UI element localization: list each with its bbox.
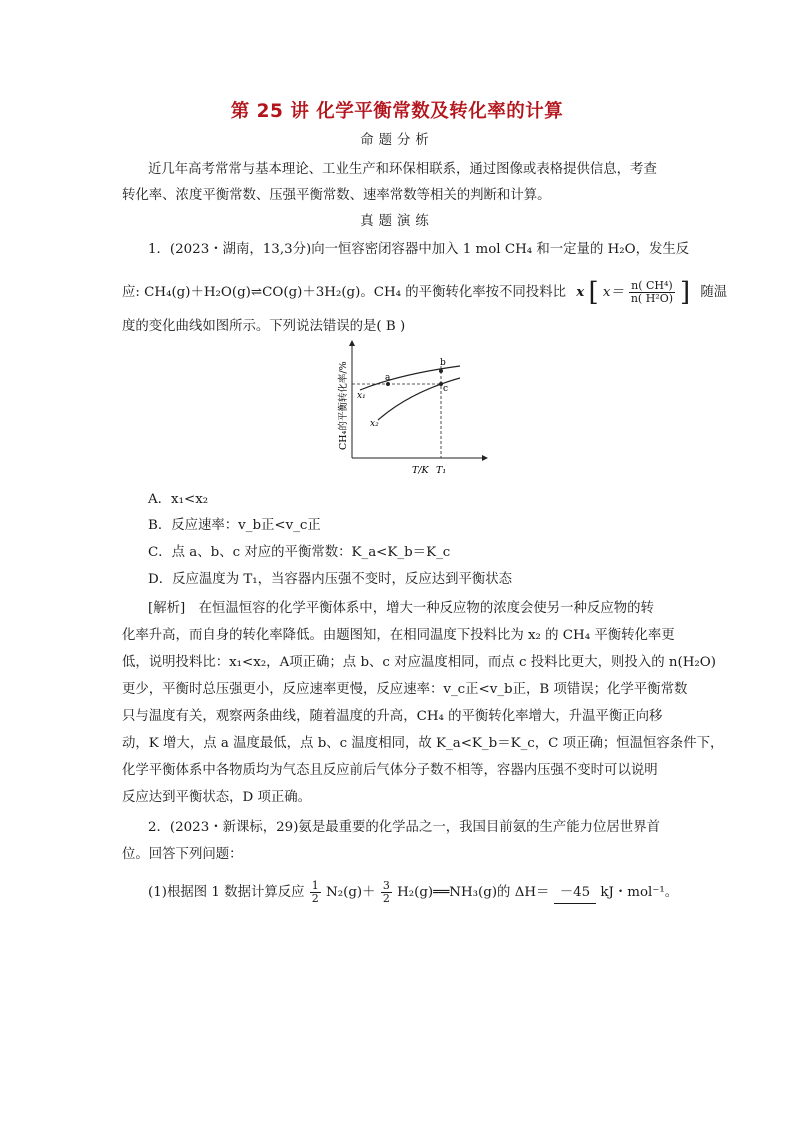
option-d: D．反应温度为 T₁，当容器内压强不变时，反应达到平衡状态 [148, 572, 513, 587]
analysis-line-3: 低，说明投料比：x₁<x₂，A项正确；点 b、c 对应温度相同，而点 c 投料比更大，则投入的 n(H₂O) [122, 655, 716, 670]
point-b [439, 369, 443, 373]
intro-line-1: 近几年高考常常与基本理论、工业生产和环保相联系，通过图像或表格提供信息，考查 [148, 162, 657, 177]
y-axis-label: CH₄的平衡转化率/% [338, 361, 349, 450]
analysis-line-8: 反应达到平衡状态，D 项正确。 [122, 790, 312, 805]
fraction-three-halves [381, 880, 392, 905]
option-c: C．点 a、b、c 对应的平衡常数：K_a<K_b＝K_c [148, 545, 451, 560]
ratio-fraction [629, 280, 675, 305]
fraction-three-halves-den: 2 [382, 892, 390, 905]
q2-part-1-mid2: H₂(g)══NH₃(g)的 ΔH＝ [397, 885, 550, 900]
option-b: B．反应速率：v_b正<v_c正 [148, 518, 321, 533]
answer-blank: －45 [554, 883, 596, 904]
q2-part-1 [148, 880, 678, 905]
section-heading-analysis: 命题分析 [360, 133, 434, 148]
point-a-label: a [385, 373, 391, 383]
t1-label: T₁ [436, 465, 447, 476]
analysis-line-2: 化率升高，而自身的转化率降低。由题图知，在相同温度下投料比为 x₂ 的 CH₄ 平衡转化率更 [122, 628, 675, 643]
x-axis-label: T/K [412, 465, 429, 476]
q1-line-2-text: 应: CH₄(g)＋H₂O(g)⇌CO(g)＋3H₂(g)。CH₄ 的平衡转化率按不同投料比 [122, 285, 566, 300]
analysis-line-1: [解析] 在恒温恒容的化学平衡体系中，增大一种反应物的浓度会使另一种反应物的转 [148, 601, 654, 616]
section-heading-practice: 真题演练 [360, 214, 434, 229]
analysis-line-5: 只与温度有关，观察两条曲线，随着温度的升高，CH₄ 的平衡转化率增大，升温平衡正向移 [122, 709, 663, 724]
ratio-block [570, 277, 696, 308]
answer-unit: kJ・mol⁻¹。 [600, 885, 679, 900]
analysis-line-4: 更少，平衡时总压强更小，反应速率更慢，反应速率：v_c正<v_b正，B 项错误；化学平衡常数 [122, 682, 688, 697]
ratio-x: x [576, 284, 585, 300]
point-c-label: c [443, 384, 449, 394]
q2-part-1-mid1: N₂(g)＋ [326, 885, 376, 900]
q2-line-2: 位。回答下列问题： [122, 847, 243, 862]
intro-line-2: 转化率、浓度平衡常数、压强平衡常数、速率常数等相关的判断和计算。 [122, 188, 551, 203]
fraction-half-den: 2 [311, 892, 319, 905]
curve-x2-label: x₂ [370, 419, 379, 429]
ratio-numerator: n( CH⁴) [631, 279, 673, 292]
point-b-label: b [440, 358, 446, 368]
q1-line-2-end: 随温 [700, 285, 728, 300]
analysis-line-6: 动，K 增大，点 a 温度最低，点 b、c 温度相同，故 K_a<K_b＝K_c，C 项正确；恒温恒容条件下， [122, 736, 724, 751]
ratio-bracket-right: ] [680, 277, 691, 308]
analysis-line-7: 化学平衡体系中各物质均为气态且反应前后气体分子数不相等，容器内压强不变时可以说明 [122, 763, 658, 778]
fraction-three-halves-num: 3 [382, 879, 390, 892]
q1-line-1: 1．(2023・湖南，13,3分)向一恒容密闭容器中加入 1 mol CH₄ 和一定量的 H₂O，发生反 [148, 242, 690, 257]
option-a: A．x₁<x₂ [148, 492, 209, 507]
x-axis-arrow [482, 455, 488, 461]
fraction-half-num: 1 [311, 879, 319, 892]
ratio-eq: x＝ [602, 285, 624, 300]
y-axis-arrow [349, 340, 355, 346]
curve-x1-label: x₁ [357, 391, 366, 401]
ratio-denominator: n( H²O) [630, 292, 674, 305]
q1-line-3: 度的变化曲线如图所示。下列说法错误的是( B ) [122, 319, 406, 334]
fraction-half [310, 880, 321, 905]
q1-line-2 [122, 277, 728, 308]
page-title: 第 25 讲 化学平衡常数及转化率的计算 [230, 101, 564, 122]
q2-part-1-pre: (1)根据图 1 数据计算反应 [148, 885, 305, 900]
equilibrium-figure [330, 340, 500, 482]
q2-line-1: 2．(2023・新课标，29)氨是最重要的化学品之一，我国目前氨的生产能力位居世界首 [148, 820, 660, 835]
ratio-bracket-left: [ [588, 277, 599, 308]
